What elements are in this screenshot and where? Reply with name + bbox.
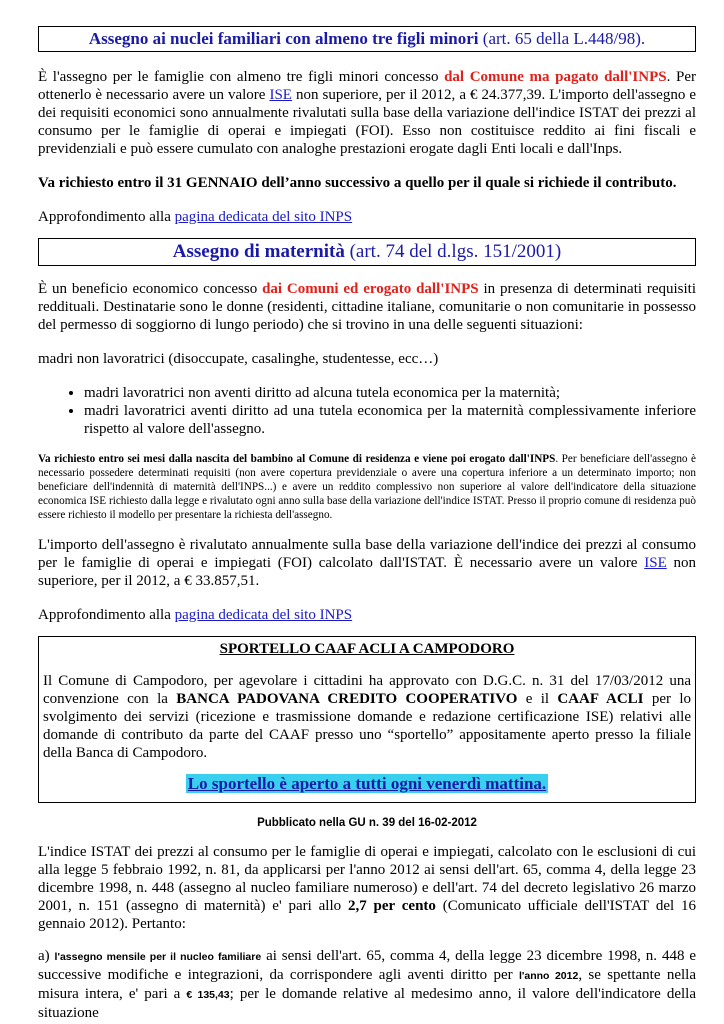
- caaf-box: [38, 636, 696, 803]
- list-item: • madri lavoratrici aventi diritto ad una tutela economica per la maternità complessivamente inferiore rispetto al valore dell'assegno.: [84, 402, 696, 438]
- paragraph-maternita-intro: È un beneficio economico concesso dai Comuni ed erogato dall'INPS in presenza di determinati requisiti reddituali. Destinatarie sono le donne (residenti, cittadine italiane, comunitarie o non comunitarie in possesso del permesso di soggiorno di lungo periodo) che si trovino in una delle seguenti situazioni:: [38, 281, 697, 333]
- paragraph-maternita-richiesta: Va richiesto entro sei mesi dalla nascita del bambino al Comune di residenza e viene poi erogato dall'INPS. Per beneficiare dell'assegno è necessario possedere determinati requisiti (non avere copertura previdenziale o avere una copertura inferiore a un determinato importo; non beneficiare dell'indennità di maternità dell'INPS...) e avere un reddito complessivo non superiore al valore dell'indicatore della situazione economica ISE richiesto dalla legge e rivalutato ogni anno sulla base della variazione dell'indice ISTAT. Presso il proprio comune di residenza può essere richiesto il modello per presentare la richiesta dell'assegno.: [38, 453, 696, 521]
- section-title-assegno-maternita: Assegno di maternità (art. 74 del d.lgs. 151/2001): [38, 238, 696, 266]
- paragraph-nuclei-intro: È l'assegno per le famiglie con almeno tre figli minori concesso dal Comune ma pagato dall'INPS. Per ottenerlo è necessario avere un valore ISE non superiore, per il 2012, a € 24.377,39. L'importo dell'assegno e dei requisiti economici sono annualmente rivalutati sulla base della variazione dell'indice ISTAT dei prezzi al consumo per le famiglie di operai e impiegati (FOI). Esso non costituisce reddito ai fini fiscali e previdenziali e può essere cumulato con analoghe prestazioni erogate dagli Enti locali e dall'Inps.: [38, 69, 696, 157]
- published-note: Pubblicato nella GU n. 39 del 16-02-2012: [257, 817, 477, 829]
- list-item: • madri lavoratrici non aventi diritto ad alcuna tutela economica per la maternità;: [84, 384, 696, 402]
- paragraph-maternita-importo: L'importo dell'assegno è rivalutato annualmente sulla base della variazione dell'indice dei prezzi al consumo per le famiglie di operai e impiegati (FOI) calcolato dall'ISTAT. È necessario avere un valore ISE non superiore, per il 2012, a € 33.857,51.: [38, 537, 696, 589]
- inps-page-link[interactable]: pagina dedicata del sito INPS: [174, 607, 353, 623]
- paragraph-nuclei-more: Approfondimento alla pagina dedicata del sito INPS: [38, 209, 353, 225]
- section-title-assegno-nuclei: Assegno ai nuclei familiari con almeno tre figli minori (art. 65 della L.448/98).: [38, 26, 696, 52]
- paragraph-istat: L'indice ISTAT dei prezzi al consumo per le famiglie di operai e impiegati, calcolato con le esclusioni di cui alla legge 5 febbraio 1992, n. 81, da applicarsi per l'anno 2012 ai sensi dell'art. 65, comma 4, della legge 23 dicembre 1998, n. 448 (assegno al nucleo familiare numeroso) e dell'art. 74 del decreto legislativo 26 marzo 2001, n. 151 (assegno di maternità) e' pari allo 2,7 per cento (Comunicato ufficiale dell'ISTAT del 16 gennaio 2012). Pertanto:: [38, 844, 696, 932]
- caaf-paragraph: Il Comune di Campodoro, per agevolare i cittadini ha approvato con D.G.C. n. 31 del 17/03/2012 una convenzione con la BANCA PADOVANA CREDITO COOPERATIVO e il CAAF ACLI per lo svolgimento dei servizi (ricezione e trasmissione domande e redazione certificazione ISE) relativi alle domande di contributo da parte del CAAF presso uno “sportello” appositamente aperto presso la filiale della Banca di Campodoro.: [43, 673, 691, 761]
- paragraph-maternita-madri: madri non lavoratrici (disoccupate, casalinghe, studentesse, ecc…): [38, 351, 439, 367]
- caaf-highlight: Lo sportello è aperto a tutti ogni venerdì mattina.: [187, 774, 547, 793]
- inps-page-link[interactable]: pagina dedicata del sito INPS: [174, 209, 353, 225]
- paragraph-assegno-mensile: a) l'assegno mensile per il nucleo familiare ai sensi dell'art. 65, comma 4, della legge 23 dicembre 1998, n. 448 e successive modifiche e integrazioni, da corrispondere agli aventi diritto per l'anno 2012, se spettante nella misura intera, e' pari a € 135,43; per le domande relative al medesimo anno, il valore dell'indicatore della situazione: [38, 948, 697, 1021]
- ise-link[interactable]: ISE: [269, 87, 292, 103]
- document-page: [38, 22, 696, 1022]
- maternita-bullet-list: [38, 384, 696, 438]
- paragraph-maternita-more: Approfondimento alla pagina dedicata del sito INPS: [38, 607, 353, 623]
- paragraph-nuclei-deadline: Va richiesto entro il 31 GENNAIO dell’anno successivo a quello per il quale si richiede il contributo.: [38, 175, 677, 191]
- caaf-title: SPORTELLO CAAF ACLI A CAMPODORO: [219, 641, 515, 657]
- ise-link[interactable]: ISE: [644, 555, 667, 571]
